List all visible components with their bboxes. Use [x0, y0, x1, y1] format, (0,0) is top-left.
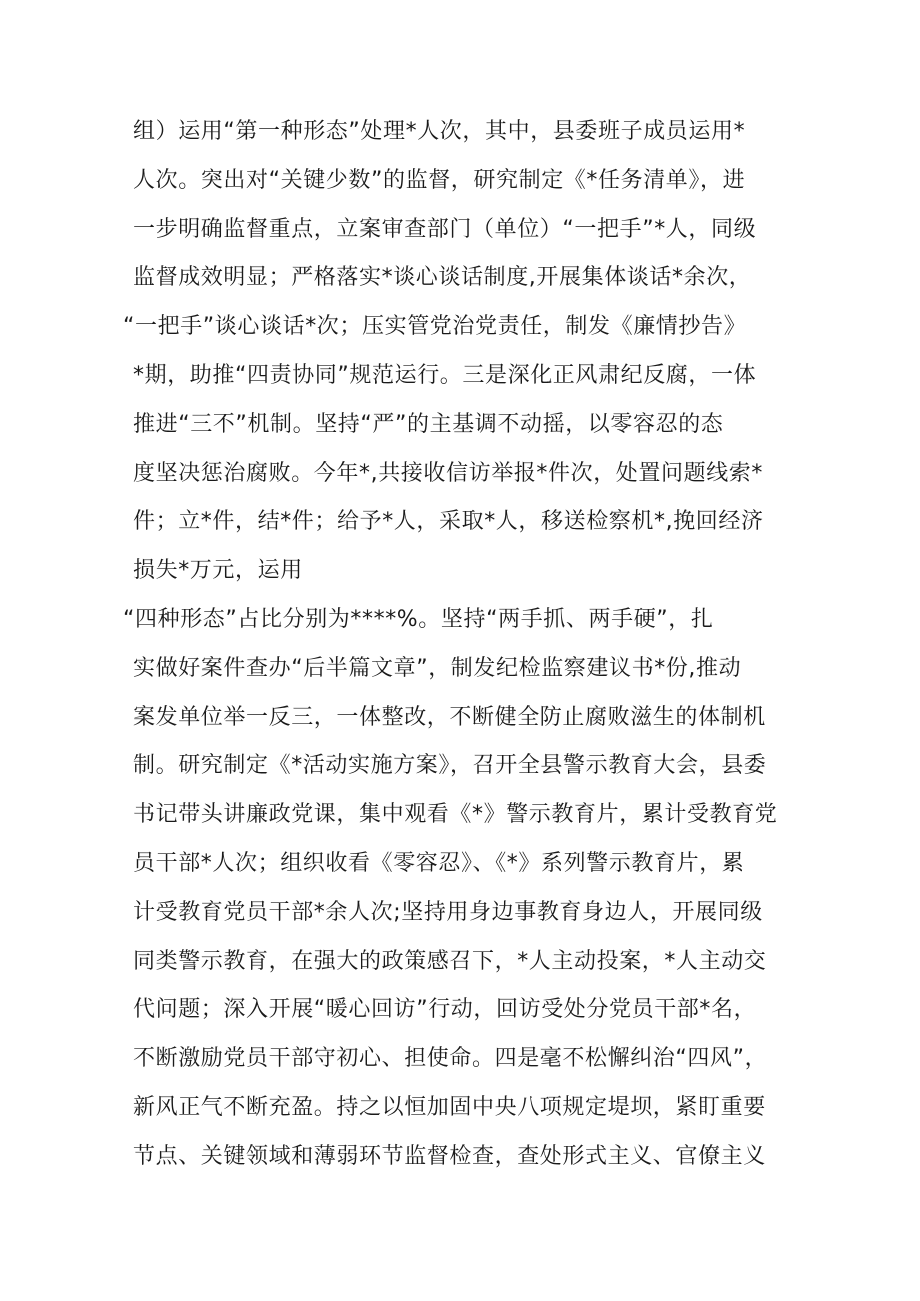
body-text [123, 108, 793, 1182]
text-line: 代问题；深入开展“暖心回访”行动，回访受处分党员干部*名， [133, 997, 757, 1023]
text-line: 监督成效明显；严格落实*谈心谈话制度,开展集体谈话*余次， [133, 265, 752, 291]
text-line: 损失*万元，运用 [133, 558, 303, 584]
text-line: “一把手”谈心谈话*次；压实管党治党责任，制发《廉情抄告》 [123, 314, 747, 340]
text-line: 制。研究制定《*活动实施方案》，召开全县警示教育大会，县委 [133, 753, 767, 779]
text-line: 书记带头讲廉政党课，集中观看《*》警示教育片，累计受教育党 [133, 802, 778, 828]
text-line: “四种形态”占比分别为****%。坚持“两手抓、两手硬”，扎 [123, 606, 714, 632]
text-line: 推进“三不”机制。坚持“严”的主基调不动摇，以零容忍的态 [133, 411, 724, 437]
text-line: 不断激励党员干部守初心、担使命。四是毫不松懈纠治“四风”， [133, 1046, 768, 1072]
text-line: 同类警示教育，在强大的政策感召下，*人主动投案，*人主动交 [133, 948, 767, 974]
text-line: 组）运用“第一种形态”处理*人次，其中，县委班子成员运用* [133, 119, 746, 144]
text-line: 案发单位举一反三，一体整改，不断健全防止腐败滋生的体制机 [133, 704, 766, 730]
text-line: 件；立*件，结*件；给予*人，采取*人，移送检察机*,挽回经济 [133, 509, 764, 535]
text-line: 实做好案件查办“后半篇文章”，制发纪检监察建议书*份,推动 [133, 655, 742, 681]
text-line: 节点、关键领域和薄弱环节监督检查，查处形式主义、官僚主义 [133, 1143, 766, 1169]
text-line: 度坚决惩治腐败。今年*,共接收信访举报*件次，处置问题线索* [133, 460, 763, 486]
text-line: 一步明确监督重点，立案审查部门（单位）“一把手”*人，同级 [133, 216, 757, 242]
text-line: 新风正气不断充盈。持之以恒加固中央八项规定堤坝，紧盯重要 [133, 1094, 766, 1120]
text-line: 人次。突出对“关键少数”的监督，研究制定《*任务清单》，进 [133, 167, 746, 193]
text-line: 计受教育党员干部*余人次;坚持用身边事教育身边人，开展同级 [133, 899, 763, 925]
text-line: 员干部*人次；组织收看《零容忍》、《*》系列警示教育片，累 [133, 850, 745, 876]
text-line: *期，助推“四责协同”规范运行。三是深化正风肃纪反腐，一体 [133, 362, 757, 388]
